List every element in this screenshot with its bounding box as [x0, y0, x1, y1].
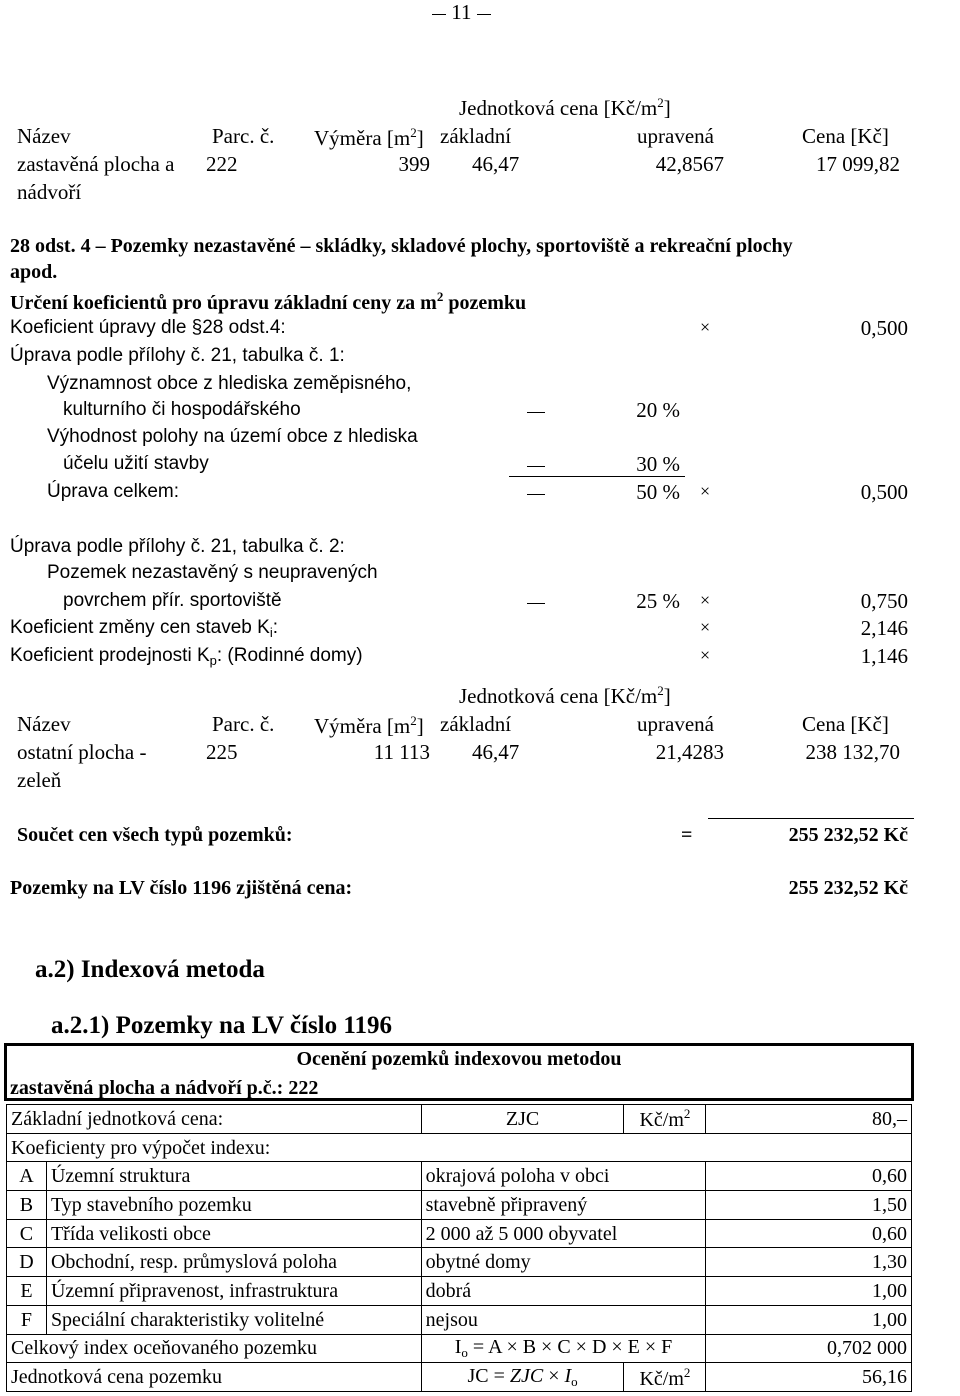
- coef-desc: obytné domy: [421, 1248, 706, 1277]
- celkem-value: 50 %: [636, 480, 680, 504]
- celkem-label: Úprava celkem:: [47, 481, 179, 502]
- table-row: [7, 1277, 912, 1306]
- row-vymera: 399: [398, 152, 430, 176]
- row-vymera: 11 113: [373, 740, 430, 764]
- dash-icon: [527, 591, 545, 612]
- item3-label-cont: povrchem přír. sportoviště: [63, 590, 282, 611]
- coef-desc: dobrá: [421, 1277, 706, 1306]
- coef-desc: stavebně připravený: [421, 1191, 706, 1220]
- coef-name: Třída velikosti obce: [46, 1219, 421, 1248]
- ki-value: 2,146: [860, 616, 908, 640]
- times-icon: ×: [700, 617, 711, 637]
- coef-name: Územní připravenost, infrastruktura: [46, 1277, 421, 1306]
- table-row: [7, 1305, 912, 1334]
- dash-icon: [527, 400, 545, 421]
- row-nazev: ostatní plocha -: [17, 740, 147, 764]
- col-header-vymera: Výměra $[m^2]$: [314, 125, 424, 150]
- col-header-nazev: Název: [17, 712, 71, 736]
- jc-unit: $Kč/m^2$: [624, 1363, 706, 1392]
- table2-group-header: Jednotková cena $[Kč/m^2]$: [459, 683, 671, 708]
- zjc-value: 80,–: [706, 1105, 912, 1134]
- coef-key: E: [7, 1277, 47, 1306]
- row-nazev-cont: nádvoří: [17, 180, 82, 204]
- table-row: [7, 1334, 912, 1363]
- row-parc: 222: [206, 152, 238, 176]
- uprava2-label: Úprava podle přílohy č. 21, tabulka č. 2:: [10, 536, 345, 557]
- index-label: Celkový index oceňovaného pozemku: [7, 1334, 422, 1363]
- heading-pozemky-lv: a.2.1) Pozemky na LV číslo 1196: [51, 1012, 392, 1039]
- soucet-value: 255 232,52 Kč: [788, 824, 908, 846]
- heading-indexova-metoda: a.2) Indexová metoda: [35, 956, 265, 983]
- row-upravena: 21,4283: [655, 740, 724, 764]
- koef-header: Koeficienty pro výpočet indexu:: [7, 1133, 912, 1162]
- item2-label: Výhodnost polohy na území obce z hlediska: [47, 426, 418, 447]
- coef-value: 1,00: [706, 1305, 912, 1334]
- dash-icon: [527, 454, 545, 475]
- table-row: [7, 1219, 912, 1248]
- row-upravena: 42,8567: [655, 152, 724, 176]
- coef-name: Typ stavebního pozemku: [46, 1191, 421, 1220]
- row-cena: 238 132,70: [805, 740, 900, 764]
- coef-value: 0,60: [706, 1219, 912, 1248]
- zjc-label: Základní jednotková cena:: [7, 1105, 422, 1134]
- table-row: [7, 1191, 912, 1220]
- soucet-label: Součet cen všech typů pozemků:: [17, 824, 293, 846]
- zjc-abbr: ZJC: [421, 1105, 624, 1134]
- row-parc: 225: [206, 740, 238, 764]
- coef-value: 0,60: [706, 1162, 912, 1191]
- sum-rule: [509, 476, 685, 477]
- section-heading-cont: apod.: [10, 261, 58, 283]
- index-table: [6, 1104, 912, 1392]
- col-header-cena: Cena [Kč]: [802, 124, 889, 148]
- row-nazev: zastavěná plocha a: [17, 152, 175, 176]
- jc-formula: JC = ZJC × $I_o$: [421, 1363, 624, 1392]
- lv-value: 255 232,52 Kč: [788, 877, 908, 899]
- col-header-zakladni: základní: [440, 124, 512, 148]
- coef-key: D: [7, 1248, 47, 1277]
- total-rule: [708, 818, 914, 819]
- uprava1-label: Úprava podle přílohy č. 21, tabulka č. 1:: [10, 345, 345, 366]
- col-header-upravena: upravená: [637, 712, 714, 736]
- table-row: [7, 1363, 912, 1392]
- celkem-result: 0,500: [860, 480, 908, 504]
- row-zakladni: 46,47: [472, 152, 520, 176]
- lv-label: Pozemky na LV číslo 1196 zjištěná cena:: [10, 877, 353, 899]
- item1-label: Významnost obce z hlediska zeměpisného,: [47, 373, 412, 394]
- coef-name: Územní struktura: [46, 1162, 421, 1191]
- jc-value: 56,16: [706, 1363, 912, 1392]
- dash-icon: [527, 482, 545, 503]
- times-icon: ×: [700, 481, 711, 501]
- dash-decor: [477, 14, 491, 15]
- coef-desc: 2 000 až 5 000 obyvatel: [421, 1219, 706, 1248]
- table1-group-header: Jednotková cena $[Kč/m^2]$: [459, 95, 671, 120]
- index-value: 0,702 000: [706, 1334, 912, 1363]
- col-header-cena: Cena [Kč]: [802, 712, 889, 736]
- koef-value: 0,500: [860, 316, 908, 340]
- table-row: [7, 1133, 912, 1162]
- index-table-title-box: [4, 1043, 914, 1101]
- item2-label-cont: účelu užití stavby: [63, 453, 209, 474]
- coef-desc: okrajová poloha v obci: [421, 1162, 706, 1191]
- page-number: 11: [432, 2, 491, 23]
- coef-value: 1,50: [706, 1191, 912, 1220]
- coef-name: Obchodní, resp. průmyslová poloha: [46, 1248, 421, 1277]
- zjc-unit: $Kč/m^2$: [624, 1105, 706, 1134]
- soucet-eq: =: [681, 824, 693, 846]
- col-header-upravena: upravená: [637, 124, 714, 148]
- col-header-vymera: Výměra $[m^2]$: [314, 713, 424, 738]
- coef-key: F: [7, 1305, 47, 1334]
- times-icon: ×: [700, 590, 711, 610]
- section-heading: 28 odst. 4 – Pozemky nezastavěné – skládky, skladové plochy, sportoviště a rekreační plochy: [10, 235, 793, 257]
- table-row: [7, 1248, 912, 1277]
- item3-label: Pozemek nezastavěný s neupravených: [47, 562, 378, 583]
- ki-label: Koeficient změny cen staveb $K_i$:: [10, 617, 278, 640]
- item1-value: 20 %: [636, 398, 680, 422]
- dash-decor: [432, 14, 446, 15]
- index-table-title: Ocenění pozemků indexovou metodou: [296, 1048, 622, 1070]
- coef-key: C: [7, 1219, 47, 1248]
- coef-value: 1,30: [706, 1248, 912, 1277]
- section-subheading: Určení koeficientů pro úpravu základní ceny za $m^2$ pozemku: [10, 289, 527, 314]
- coef-value: 1,00: [706, 1277, 912, 1306]
- item1-label-cont: kulturního či hospodářského: [63, 399, 301, 420]
- coef-desc: nejsou: [421, 1305, 706, 1334]
- table-row: [7, 1105, 912, 1134]
- col-header-parc: Parc. č.: [212, 712, 275, 736]
- item3-value: 25 %: [636, 589, 680, 613]
- row-zakladni: 46,47: [472, 740, 520, 764]
- koef-label: Koeficient úpravy dle §28 odst.4:: [10, 317, 286, 338]
- index-formula: $I_o = A \times B \times C \times D \times E \times F$: [421, 1334, 706, 1363]
- kp-value: 1,146: [860, 644, 908, 668]
- row-cena: 17 099,82: [816, 152, 900, 176]
- jc-label: Jednotková cena pozemku: [7, 1363, 422, 1392]
- table-row: [7, 1162, 912, 1191]
- col-header-zakladni: základní: [440, 712, 512, 736]
- coef-key: B: [7, 1191, 47, 1220]
- kp-label: Koeficient prodejnosti $K_p$: (Rodinné domy): [10, 645, 363, 668]
- col-header-nazev: Název: [17, 124, 71, 148]
- coef-key: A: [7, 1162, 47, 1191]
- item3-result: 0,750: [860, 589, 908, 613]
- item2-value: 30 %: [636, 452, 680, 476]
- row-nazev-cont: zeleň: [17, 768, 62, 792]
- times-icon: ×: [700, 317, 711, 337]
- col-header-parc: Parc. č.: [212, 124, 275, 148]
- coef-name: Speciální charakteristiky volitelné: [46, 1305, 421, 1334]
- times-icon: ×: [700, 645, 711, 665]
- index-table-subtitle: zastavěná plocha a nádvoří p.č.: 222: [10, 1077, 319, 1099]
